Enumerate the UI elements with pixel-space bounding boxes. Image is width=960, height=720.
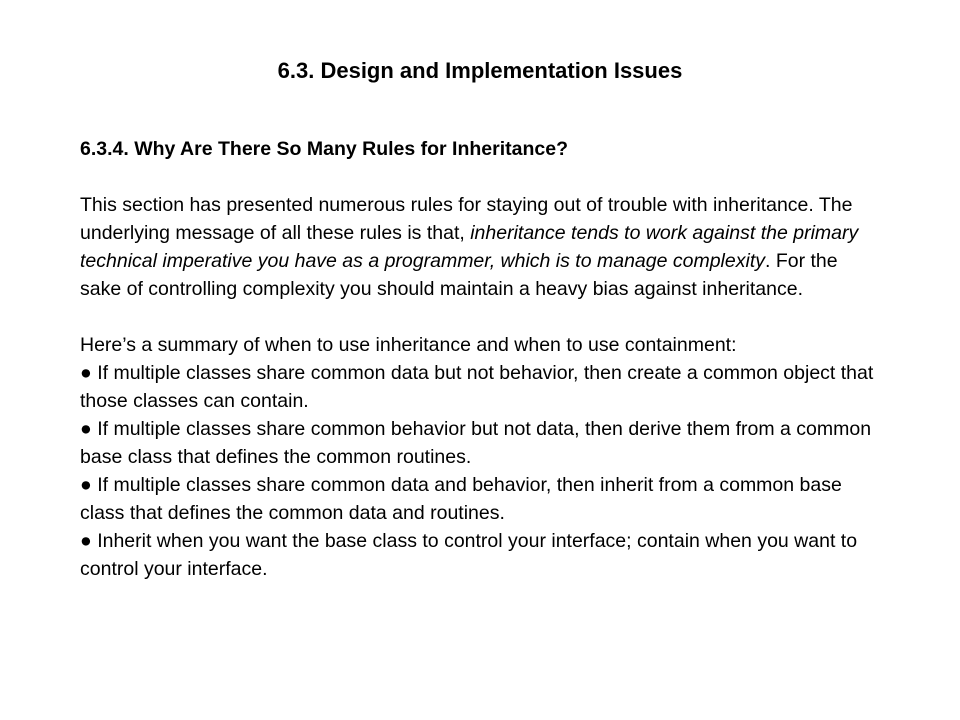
bullet-item: ● If multiple classes share common data and behavior, then inherit from a common base class that defines the common data and routines.: [80, 474, 842, 524]
bullet-item: ● If multiple classes share common behavior but not data, then derive them from a common base class that defines the common routines.: [80, 418, 872, 468]
bullet-item: ● If multiple classes share common data but not behavior, then create a common object that those classes can contain.: [80, 362, 874, 412]
intro-text-end: . For the sake of controlling complexity you should maintain a heavy bias against inheritance.: [80, 250, 838, 300]
intro-emphasis: inheritance tends to work against the primary technical imperative you have as a programmer, which is to manage complexity: [80, 222, 859, 272]
summary-paragraph: Here’s a summary of when to use inheritance and when to use containment:: [80, 334, 737, 356]
intro-text-start: This section has presented numerous rules for staying out of trouble with inheritance. The underlying message of all these rules is that,: [80, 194, 853, 244]
bullet-item: ● Inherit when you want the base class to control your interface; contain when you want to control your interface.: [80, 530, 858, 580]
slide-body: [80, 135, 880, 583]
slide-title: 6.3. Design and Implementation Issues: [277, 58, 683, 83]
intro-paragraph: [80, 191, 880, 303]
section-heading: 6.3.4. Why Are There So Many Rules for Inheritance?: [80, 138, 568, 160]
spacer: [80, 163, 880, 191]
spacer: [80, 303, 880, 331]
